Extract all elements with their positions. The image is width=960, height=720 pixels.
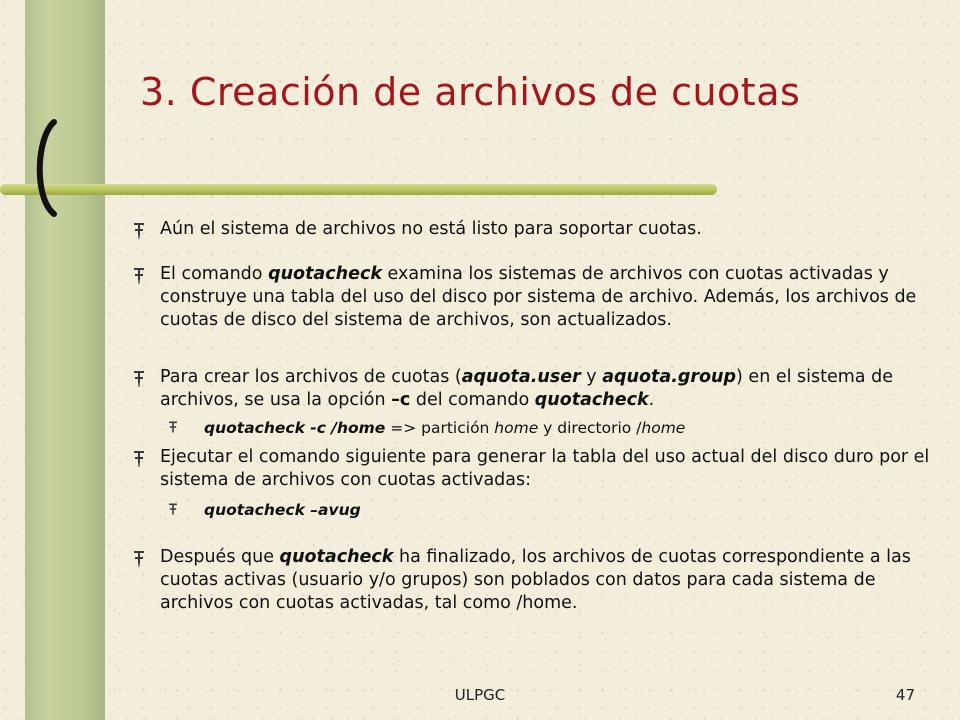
- bullet-item: [130, 366, 930, 412]
- bullet-item: [130, 218, 930, 241]
- pushpin-bullet-icon: [130, 266, 148, 284]
- command-example: quotacheck -c /home: [204, 419, 386, 437]
- bullet-text: Ejecutar el comando siguiente para generar la tabla del uso actual del disco duro por el sistema de archivos con cuotas activadas:: [160, 447, 930, 490]
- footer-organization: ULPGC: [454, 686, 506, 704]
- command-name: quotacheck: [534, 390, 649, 410]
- bullet-item: [130, 446, 930, 492]
- bullet-text: Aún el sistema de archivos no está listo para soportar cuotas.: [160, 219, 702, 239]
- file-name: aquota.user: [461, 367, 581, 387]
- bullet-item: [130, 546, 930, 615]
- sub-bullet-text: quotacheck -c /home => partición home y directorio /home: [204, 419, 686, 437]
- slide-title: 3. Creación de archivos de cuotas: [140, 70, 801, 114]
- slide-number: 47: [895, 686, 915, 704]
- pushpin-bullet-icon: [130, 549, 148, 567]
- command-name: quotacheck: [279, 547, 394, 567]
- bullet-list: [130, 218, 930, 615]
- bullet-text: Para crear los archivos de cuotas (aquota.user y aquota.group) en el sistema de archivos, se usa la opción –c del comando quotacheck.: [160, 367, 893, 410]
- command-example: quotacheck –avug: [204, 501, 361, 519]
- file-name: aquota.group: [602, 367, 737, 387]
- left-decorative-bar: [25, 0, 105, 720]
- bracket-decoration: [30, 118, 60, 218]
- command-name: quotacheck: [268, 264, 382, 284]
- bullet-item: [130, 263, 930, 332]
- title-divider-line: [0, 184, 717, 195]
- pushpin-bullet-icon: [166, 420, 180, 434]
- pushpin-bullet-icon: [130, 449, 148, 467]
- bullet-text: El comando quotacheck examina los sistemas de archivos con cuotas activadas y construye una tabla del uso del disco por sistema de archivo. Además, los archivos de cuotas de disco del sistema de archivos, son actualizados.: [160, 264, 917, 330]
- sub-bullet-item: [130, 500, 930, 520]
- bullet-text: Después que quotacheck ha finalizado, los archivos de cuotas correspondiente a las cuotas activas (usuario y/o grupos) son poblados con datos para cada sistema de archivos con cuotas activadas, tal como /home.: [160, 547, 911, 613]
- sub-bullet-item: [130, 418, 930, 438]
- pushpin-bullet-icon: [130, 369, 148, 387]
- pushpin-bullet-icon: [130, 221, 148, 239]
- pushpin-bullet-icon: [166, 502, 180, 516]
- option-flag: –c: [391, 390, 411, 410]
